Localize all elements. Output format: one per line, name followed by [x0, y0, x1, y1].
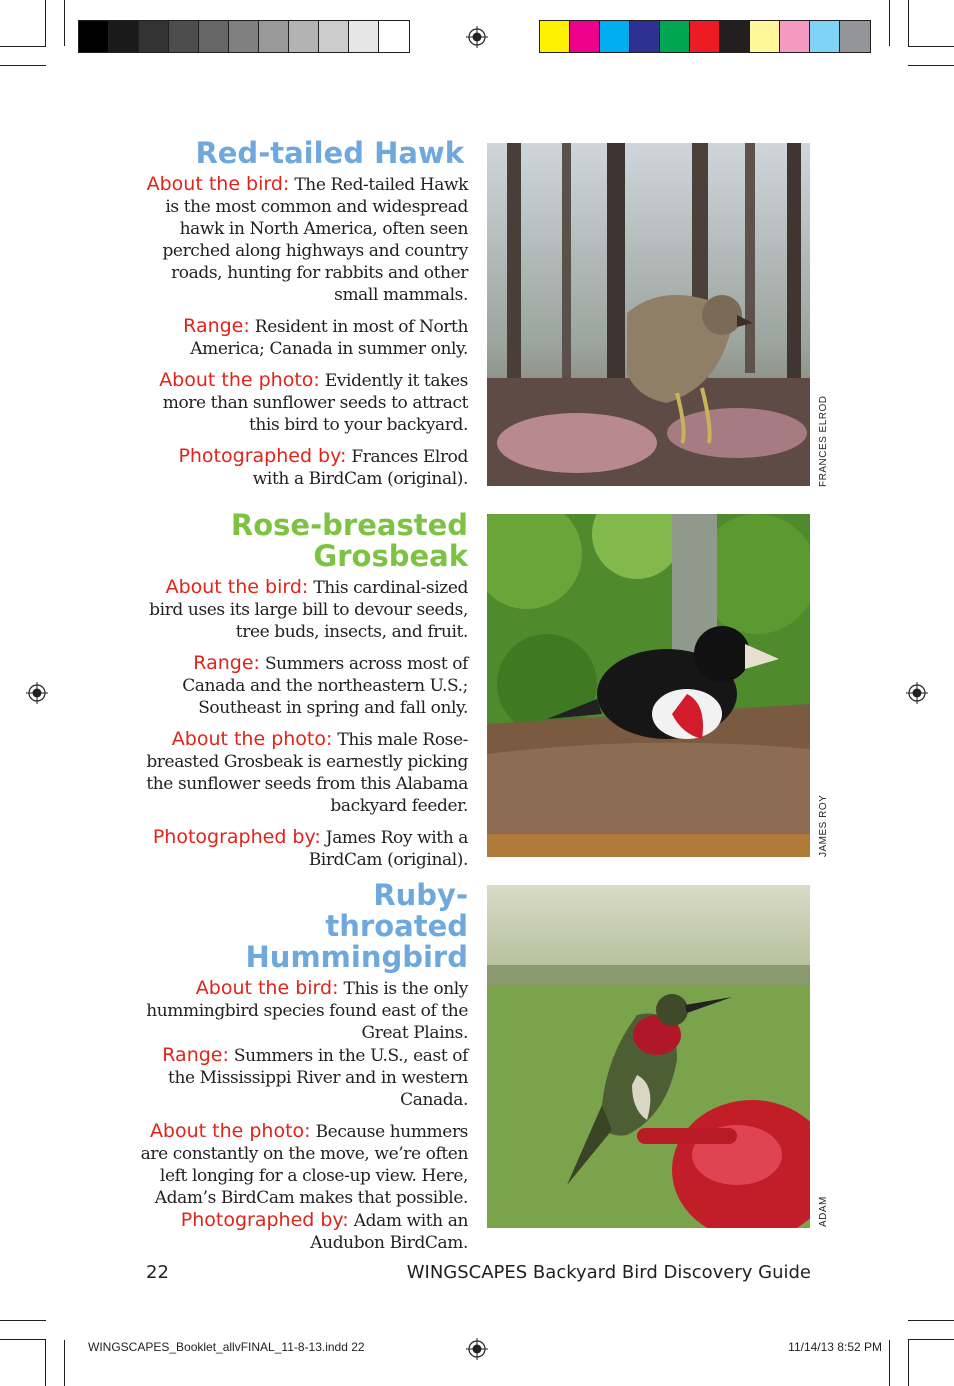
about-bird-label: About the bird: — [165, 576, 309, 598]
about-photo-text: Evidently it takes more than sunflower seeds to attract this bird to your backyard. — [162, 371, 468, 435]
crop-mark — [0, 46, 46, 47]
range-label: Range: — [183, 315, 250, 337]
crop-mark — [45, 0, 46, 46]
crop-mark — [908, 0, 909, 46]
color-swatch — [570, 21, 600, 52]
color-swatch — [630, 21, 660, 52]
photographed-by-text: Frances Elrod with a BirdCam (original). — [252, 447, 468, 489]
photographed-by-label: Photographed by: — [178, 445, 347, 467]
bird-entry-red-tailed-hawk — [140, 138, 468, 499]
color-swatch — [810, 21, 840, 52]
range-text: Resident in most of North America; Canada in summer only. — [190, 317, 468, 359]
crop-mark — [0, 1339, 46, 1340]
about-photo-text: Because hummers are constantly on the move, we’re often left longing for a close-up view. Here, Adam’s BirdCam makes that possible. — [140, 1122, 468, 1208]
color-swatch — [780, 21, 810, 52]
crop-mark — [64, 1340, 65, 1386]
registration-mark-icon — [466, 26, 488, 48]
about-photo-paragraph — [140, 369, 468, 436]
crop-mark — [889, 1340, 890, 1386]
crop-mark — [64, 0, 65, 46]
bird-title: Rose-breasted Grosbeak — [230, 508, 468, 573]
range-paragraph — [140, 652, 468, 719]
photographed-by-label: Photographed by: — [152, 826, 321, 848]
page-number: 22 — [146, 1262, 169, 1283]
about-bird-label: About the bird: — [146, 173, 290, 195]
grayscale-color-bar — [78, 20, 410, 53]
color-swatch — [600, 21, 630, 52]
about-photo-label: About the photo: — [149, 1120, 311, 1142]
color-swatch — [379, 21, 409, 52]
color-swatch — [720, 21, 750, 52]
slug-datetime: 11/14/13 8:52 PM — [788, 1340, 882, 1354]
photo-credit: FRANCES ELROD — [818, 395, 829, 487]
color-swatch — [690, 21, 720, 52]
about-photo-paragraph — [140, 728, 468, 817]
range-label: Range: — [193, 652, 260, 674]
color-swatch — [199, 21, 229, 52]
color-swatch — [289, 21, 319, 52]
range-text: Summers in the U.S., east of the Mississippi River and in western Canada. — [168, 1046, 468, 1110]
crop-mark — [908, 46, 954, 47]
ruby-throated-hummingbird-photo — [487, 885, 810, 1228]
photo-credit: ADAM — [818, 1196, 829, 1227]
registration-mark-icon — [906, 682, 928, 704]
photographed-by-paragraph — [140, 826, 468, 871]
red-tailed-hawk-photo — [487, 143, 810, 486]
bird-entry-ruby-throated-hummingbird — [140, 880, 468, 1263]
about-bird-text: The Red-tailed Hawk is the most common and widespread hawk in North America, often seen perched along highways and country roads, hunting for rabbits and other small mammals. — [162, 175, 468, 305]
crop-mark — [889, 0, 890, 46]
bird-entry-rose-breasted-grosbeak — [140, 510, 468, 880]
about-bird-paragraph — [140, 173, 468, 306]
color-swatch — [319, 21, 349, 52]
range-paragraph — [140, 315, 468, 360]
process-color-bar — [539, 20, 871, 53]
bird-title: Red-tailed Hawk — [195, 136, 464, 170]
color-swatch — [79, 21, 109, 52]
guide-title: WINGSCAPES Backyard Bird Discovery Guide — [406, 1262, 811, 1283]
crop-mark — [45, 1340, 46, 1386]
about-bird-text: This cardinal-sized bird uses its large bill to devour seeds, tree buds, insects, and fruit. — [149, 578, 468, 642]
crop-mark — [908, 1320, 954, 1321]
crop-mark — [0, 65, 46, 66]
registration-mark-icon — [466, 1338, 488, 1360]
color-swatch — [109, 21, 139, 52]
range-label: Range: — [162, 1044, 229, 1066]
photo-credit: JAMES ROY — [818, 794, 829, 857]
registration-mark-icon — [26, 682, 48, 704]
about-bird-paragraph — [140, 576, 468, 643]
slug-filename: WINGSCAPES_Booklet_allvFINAL_11-8-13.indd 22 — [88, 1340, 365, 1354]
color-swatch — [660, 21, 690, 52]
rose-breasted-grosbeak-photo — [487, 514, 810, 857]
color-swatch — [840, 21, 870, 52]
about-photo-label: About the photo: — [171, 728, 333, 750]
photographed-by-label: Photographed by: — [180, 1209, 349, 1231]
color-swatch — [349, 21, 379, 52]
color-swatch — [540, 21, 570, 52]
photographed-by-text: Adam with an Audubon BirdCam. — [310, 1211, 468, 1253]
color-swatch — [259, 21, 289, 52]
color-swatch — [139, 21, 169, 52]
photographed-by-text: James Roy with a BirdCam (original). — [308, 828, 468, 870]
photographed-by-paragraph — [140, 445, 468, 490]
range-paragraph — [140, 1044, 468, 1111]
color-swatch — [750, 21, 780, 52]
about-photo-paragraph — [140, 1120, 468, 1209]
bird-title: Ruby-throated Hummingbird — [245, 878, 468, 974]
about-bird-paragraph — [140, 977, 468, 1044]
crop-mark — [0, 1320, 46, 1321]
color-swatch — [169, 21, 199, 52]
range-text: Summers across most of Canada and the northeastern U.S.; Southeast in spring and fall only. — [182, 654, 468, 718]
about-photo-text: This male Rose-breasted Grosbeak is earnestly picking the sunflower seeds from this Alabama backyard feeder. — [146, 730, 468, 816]
crop-mark — [908, 1339, 954, 1340]
about-photo-label: About the photo: — [159, 369, 320, 391]
photographed-by-paragraph — [140, 1209, 468, 1254]
color-swatch — [229, 21, 259, 52]
about-bird-label: About the bird: — [195, 977, 339, 999]
about-bird-text: This is the only hummingbird species found east of the Great Plains. — [146, 979, 468, 1043]
crop-mark — [908, 65, 954, 66]
crop-mark — [908, 1340, 909, 1386]
